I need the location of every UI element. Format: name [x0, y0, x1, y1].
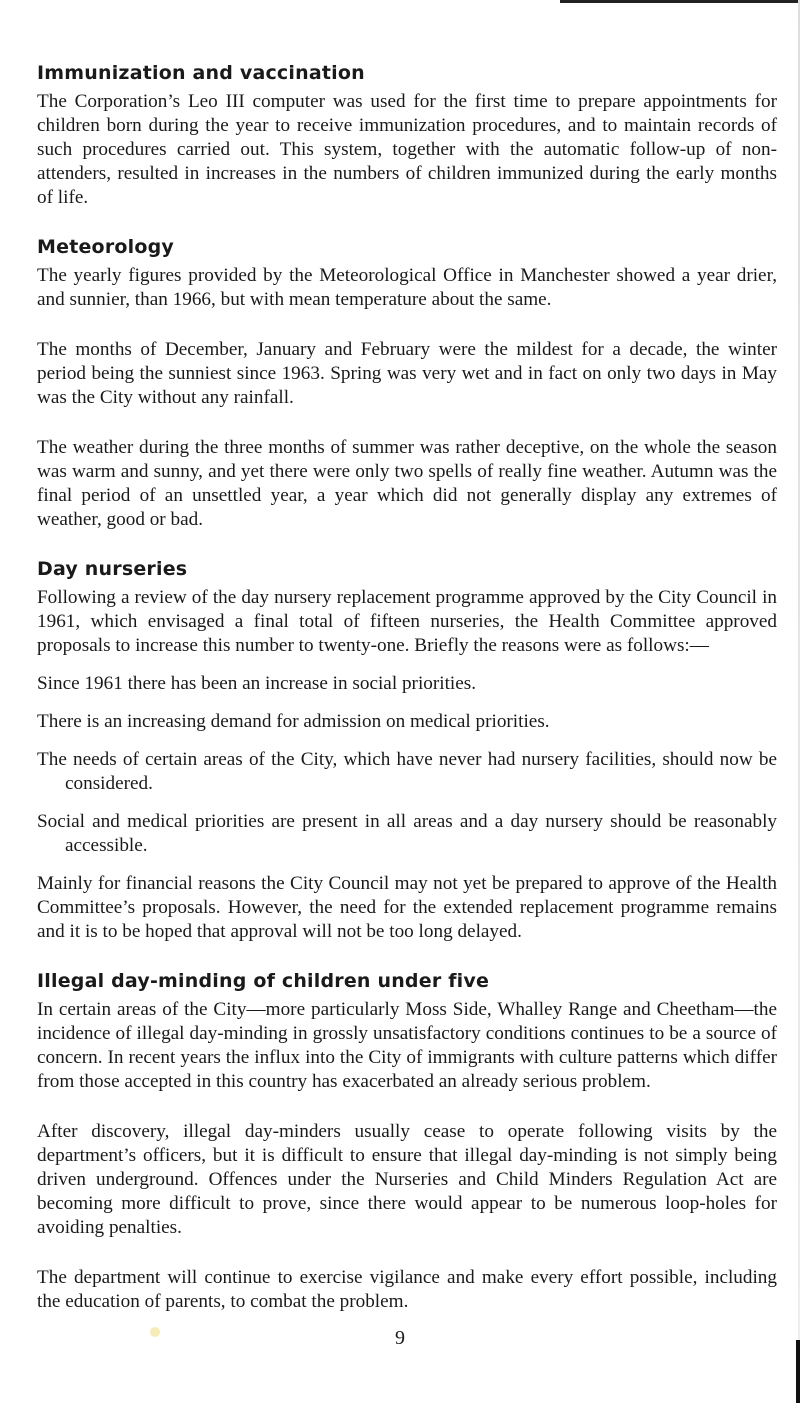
section-heading: Meteorology: [37, 236, 174, 258]
reason-item: Since 1961 there has been an increase in social priorities.: [37, 673, 477, 694]
section-day-nurseries: [37, 558, 777, 944]
section-heading: Illegal day-minding of children under five: [37, 970, 490, 992]
section-heading: Immunization and vaccination: [37, 62, 365, 84]
reason-item: Social and medical priorities are present in all areas and a day nursery should be reasonably accessible.: [37, 811, 777, 856]
section-illegal-day-minding: [37, 970, 777, 1314]
paragraph: The department will continue to exercise vigilance and make every effort possible, including the education of parents, to combat the problem.: [37, 1267, 777, 1312]
section-heading: Day nurseries: [37, 558, 188, 580]
page-number: 9: [395, 1327, 405, 1349]
paragraph: Mainly for financial reasons the City Council may not yet be prepared to approve of the Health Committee’s proposals. However, the need for the extended replacement programme remains and it is to be hoped that approval will not be too long delayed.: [37, 873, 777, 942]
paragraph: The weather during the three months of summer was rather deceptive, on the whole the season was warm and sunny, and yet there were only two spells of really fine weather. Autumn was the final period of an unsettled year, a year which did not generally display any extremes of weather, good or bad.: [37, 437, 777, 530]
document-page: [37, 62, 777, 1340]
paragraph: The yearly figures provided by the Meteorological Office in Manchester showed a year drier, and sunnier, than 1966, but with mean temperature about the same.: [37, 265, 777, 310]
paragraph: The months of December, January and February were the mildest for a decade, the winter period being the sunniest since 1963. Spring was very wet and in fact on only two days in May was the City without any rainfall.: [37, 339, 777, 408]
paragraph: After discovery, illegal day-minders usually cease to operate following visits by the department’s officers, but it is difficult to ensure that illegal day-minding is not simply being driven underground. Offences under the Nurseries and Child Minders Regulation Act are becoming more difficult to prove, since there would appear to be numerous loop-holes for avoiding penalties.: [37, 1121, 777, 1238]
paragraph: In certain areas of the City—more particularly Moss Side, Whalley Range and Cheetham—the incidence of illegal day-minding in grossly unsatisfactory conditions continues to be a source of concern. In recent years the influx into the City of immigrants with culture patterns which differ from those accepted in this country has exacerbated an already serious problem.: [37, 999, 777, 1092]
reason-item: The needs of certain areas of the City, which have never had nursery facilities, should now be considered.: [37, 749, 777, 794]
paragraph: The Corporation’s Leo III computer was used for the first time to prepare appointments for children born during the year to receive immunization procedures, and to maintain records of such procedures carried out. This system, together with the automatic follow-up of non-attenders, resulted in increases in the numbers of children immunized during the early months of life.: [37, 91, 777, 208]
section-meteorology: [37, 236, 777, 532]
top-border-rule: [560, 0, 800, 3]
section-immunization: [37, 62, 777, 210]
paragraph: Following a review of the day nursery replacement programme approved by the City Council in 1961, which envisaged a final total of fifteen nurseries, the Health Committee approved proposals to increase this number to twenty-one. Briefly the reasons were as follows:—: [37, 587, 777, 656]
reason-item: There is an increasing demand for admission on medical priorities.: [37, 711, 550, 732]
